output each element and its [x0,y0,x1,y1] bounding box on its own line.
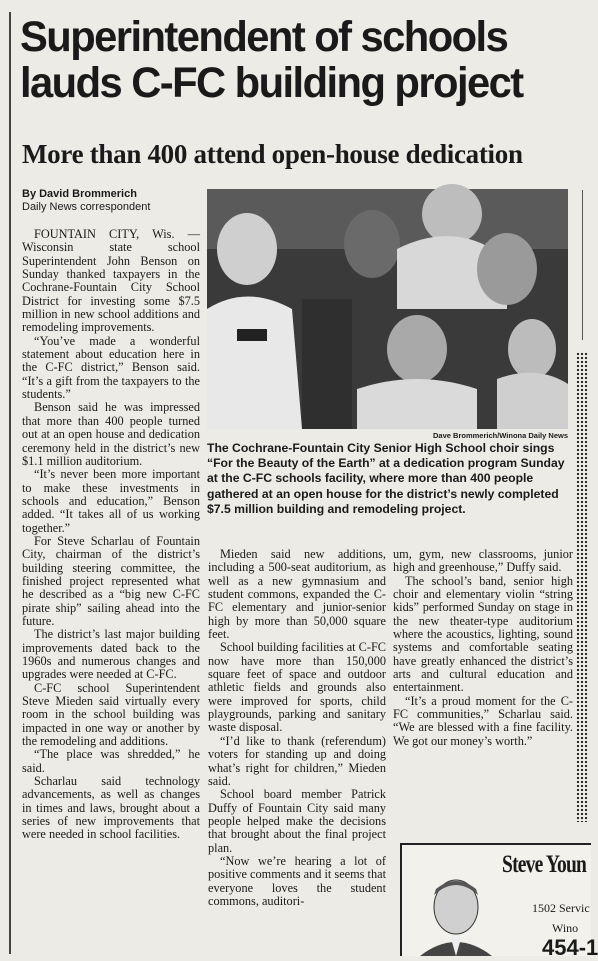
ad-name: Steve Youn [502,851,587,878]
adjacent-ad-border [576,352,589,822]
byline [22,188,150,214]
adjacent-column-edge [582,190,590,340]
byline-role: Daily News correspondent [22,201,151,213]
photo-credit: Dave Brommerich/Winona Daily News [433,431,568,440]
paragraph: Scharlau said technology advancements, as well as changes in times and laws, brought about a series of new improvements that were needed in school facilities. [22,774,200,842]
paragraph: School building facilities at C-FC now have more than 150,000 square feet of space and outdoor athletic fields and grounds also were improved for sports, child playgrounds, parking and sanitary waste disposal. [208,640,386,735]
column-rule [9,12,11,954]
ad-phone: 454-1 [542,935,598,960]
ad-portrait [416,873,494,956]
paragraph: “Now we’re hearing a lot of positive comments and it seems that everyone loves the student commons, auditori- [208,853,386,908]
advertisement [400,843,598,960]
article-column-1 [22,228,200,842]
article-column-2 [208,548,386,908]
paragraph: “You’ve made a wonderful statement about education here in the C-FC district,” Benson said. “It’s a gift from the taxpayers to the students.” [22,333,200,402]
paragraph: School board member Patrick Duffy of Fountain City said many people helped make the decisions that brought about the final project plan. [208,787,386,855]
byline-name: By David Brommerich [22,188,137,200]
paragraph: “I’d like to thank (referendum) voters for standing up and doing what’s right for children,” Mieden said. [208,733,386,788]
paragraph: The district’s last major building improvements dated back to the 1960s and numerous changes and upgrades were needed at C-FC. [22,627,200,682]
ad-address: 1502 Servic [532,901,590,915]
paragraph: C-FC school Superintendent Steve Mieden said virtually every room in the school building was impacted in one way or another by the remodeling and additions. [22,680,200,749]
choir-photo [207,189,568,429]
paragraph: Mieden said new additions, including a 500-seat auditorium, as well as a new gymnasium and student commons, expanded the C-FC elementary and junior-senior high by more than 50,000 square feet. [208,547,386,642]
paragraph: um, gym, new classrooms, junior high and greenhouse,” Duffy said. [393,547,573,575]
paragraph: “It’s a proud moment for the C-FC communities,” Scharlau said. “We are blessed with a fine facility. We got our money’s worth.” [393,693,573,748]
paragraph: For Steve Scharlau of Fountain City, chairman of the district’s building steering committee, the finished project represented what he described as a “big new C-FC pirate ship” sailing ahead into the future. [22,533,200,628]
ad-city: Wino [552,921,579,935]
subhead: More than 400 attend open-house dedication [22,139,523,169]
paragraph: “It’s never been more important to make these investments in schools and education,” Benson added. “It takes all of us working together.” [22,467,200,535]
paragraph: The school’s band, senior high choir and elementary violin “string kids” performed Sunday on stage in the new theater-type auditorium where the acoustics, lighting, sound systems and comfortable seating have greatly enhanced the district’s arts and cultural education and entertainment. [393,573,573,695]
paragraph: Benson said he was impressed that more than 400 people turned out at an open house and dedication ceremony held in the district’s new $1.1 million auditorium. [22,400,200,468]
paragraph: FOUNTAIN CITY, Wis. — Wisconsin state school Superintendent John Benson on Sunday thanked taxpayers in the Cochrane-Fountain City School District for investing some $7.5 million in new school additions and remodeling improvements. [22,227,200,335]
photo-caption: The Cochrane-Fountain City Senior High School choir sings “For the Beauty of the Earth” at a dedication program Sunday at the C-FC schools facility, where more than 400 people gathered at an open house for the district’s newly completed $7.5 million building and remodeling project. [207,441,565,516]
headline: Superintendent of schools lauds C-FC building project [20,13,523,107]
paragraph: “The place was shredded,” he said. [22,747,200,775]
article-column-3 [393,548,573,748]
